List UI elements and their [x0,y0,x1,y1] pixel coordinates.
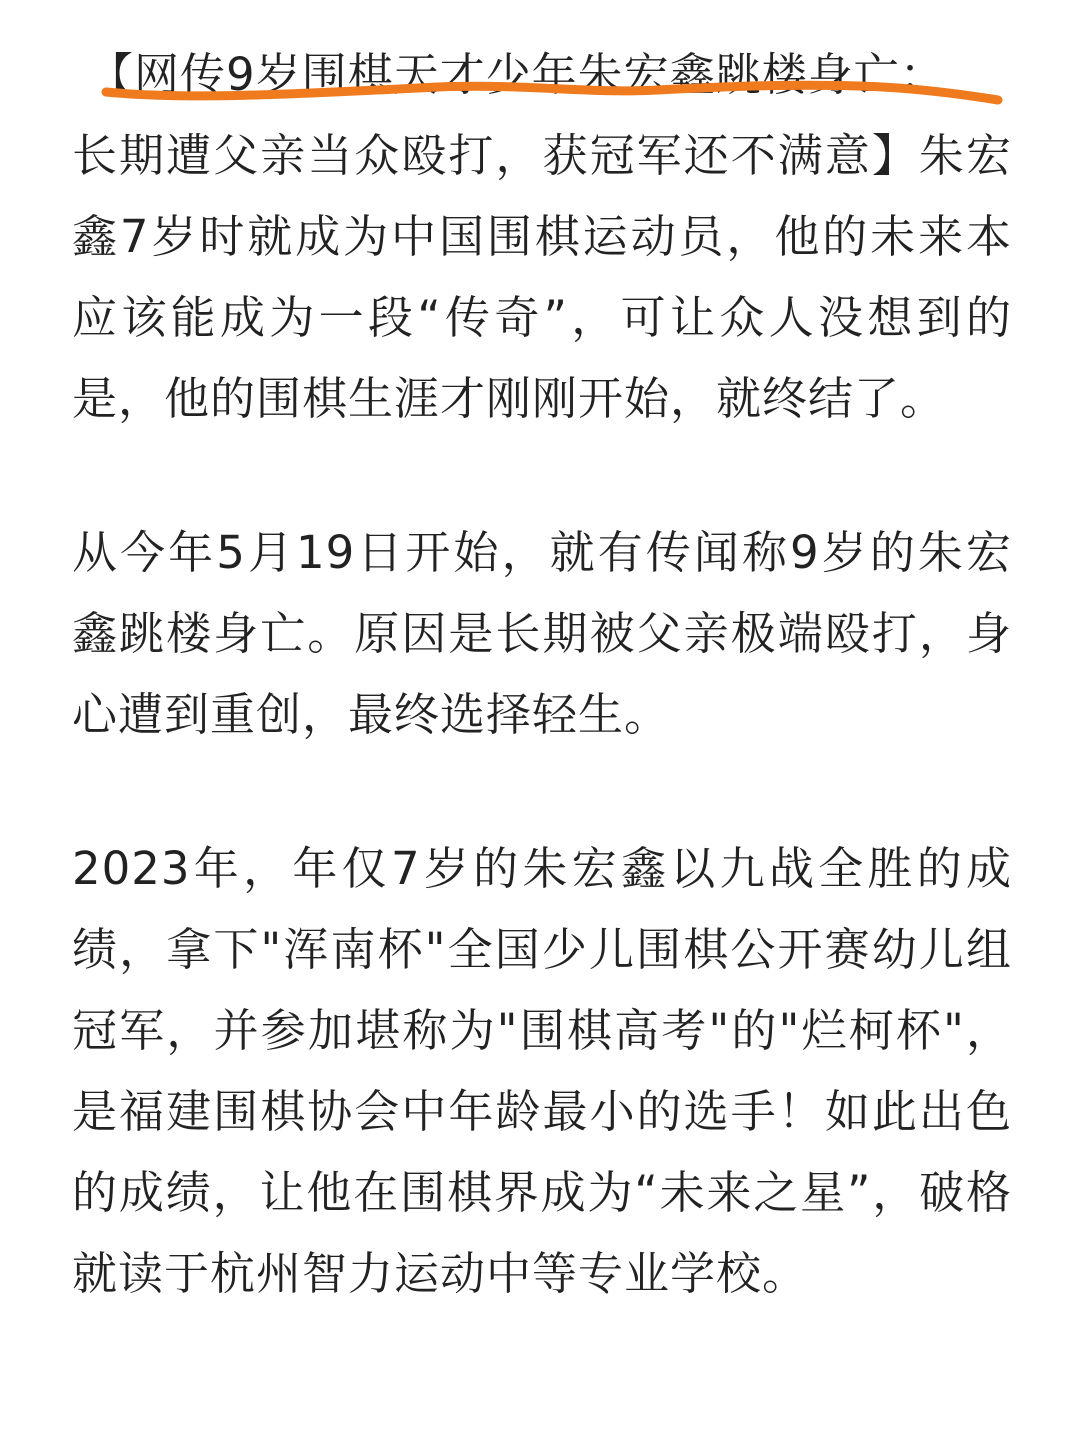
headline-line: 【网传9岁围棋天才少年朱宏鑫跳楼身亡： [88,48,946,101]
paragraph-1 [72,34,1012,439]
article-body [72,34,1012,1314]
paragraph-3: 2023年，年仅7岁的朱宏鑫以九战全胜的成绩，拿下"浑南杯"全国少儿围棋公开赛幼儿组冠军，并参加堪称为"围棋高考"的"烂柯杯"，是福建围棋协会中年龄最小的选手！如此出色的成绩，让他在围棋界成为“未来之星”，破格就读于杭州智力运动中等专业学校。 [72,842,1012,1300]
paragraph-2: 从今年5月19日开始，就有传闻称9岁的朱宏鑫跳楼身亡。原因是长期被父亲极端殴打，身心遭到重创，最终选择轻生。 [72,526,1012,741]
paragraph-1-body: 长期遭父亲当众殴打，获冠军还不满意】朱宏鑫7岁时就成为中国围棋运动员，他的未来本应该能成为一段“传奇”，可让众人没想到的是，他的围棋生涯才刚刚开始，就终结了。 [72,129,1012,425]
